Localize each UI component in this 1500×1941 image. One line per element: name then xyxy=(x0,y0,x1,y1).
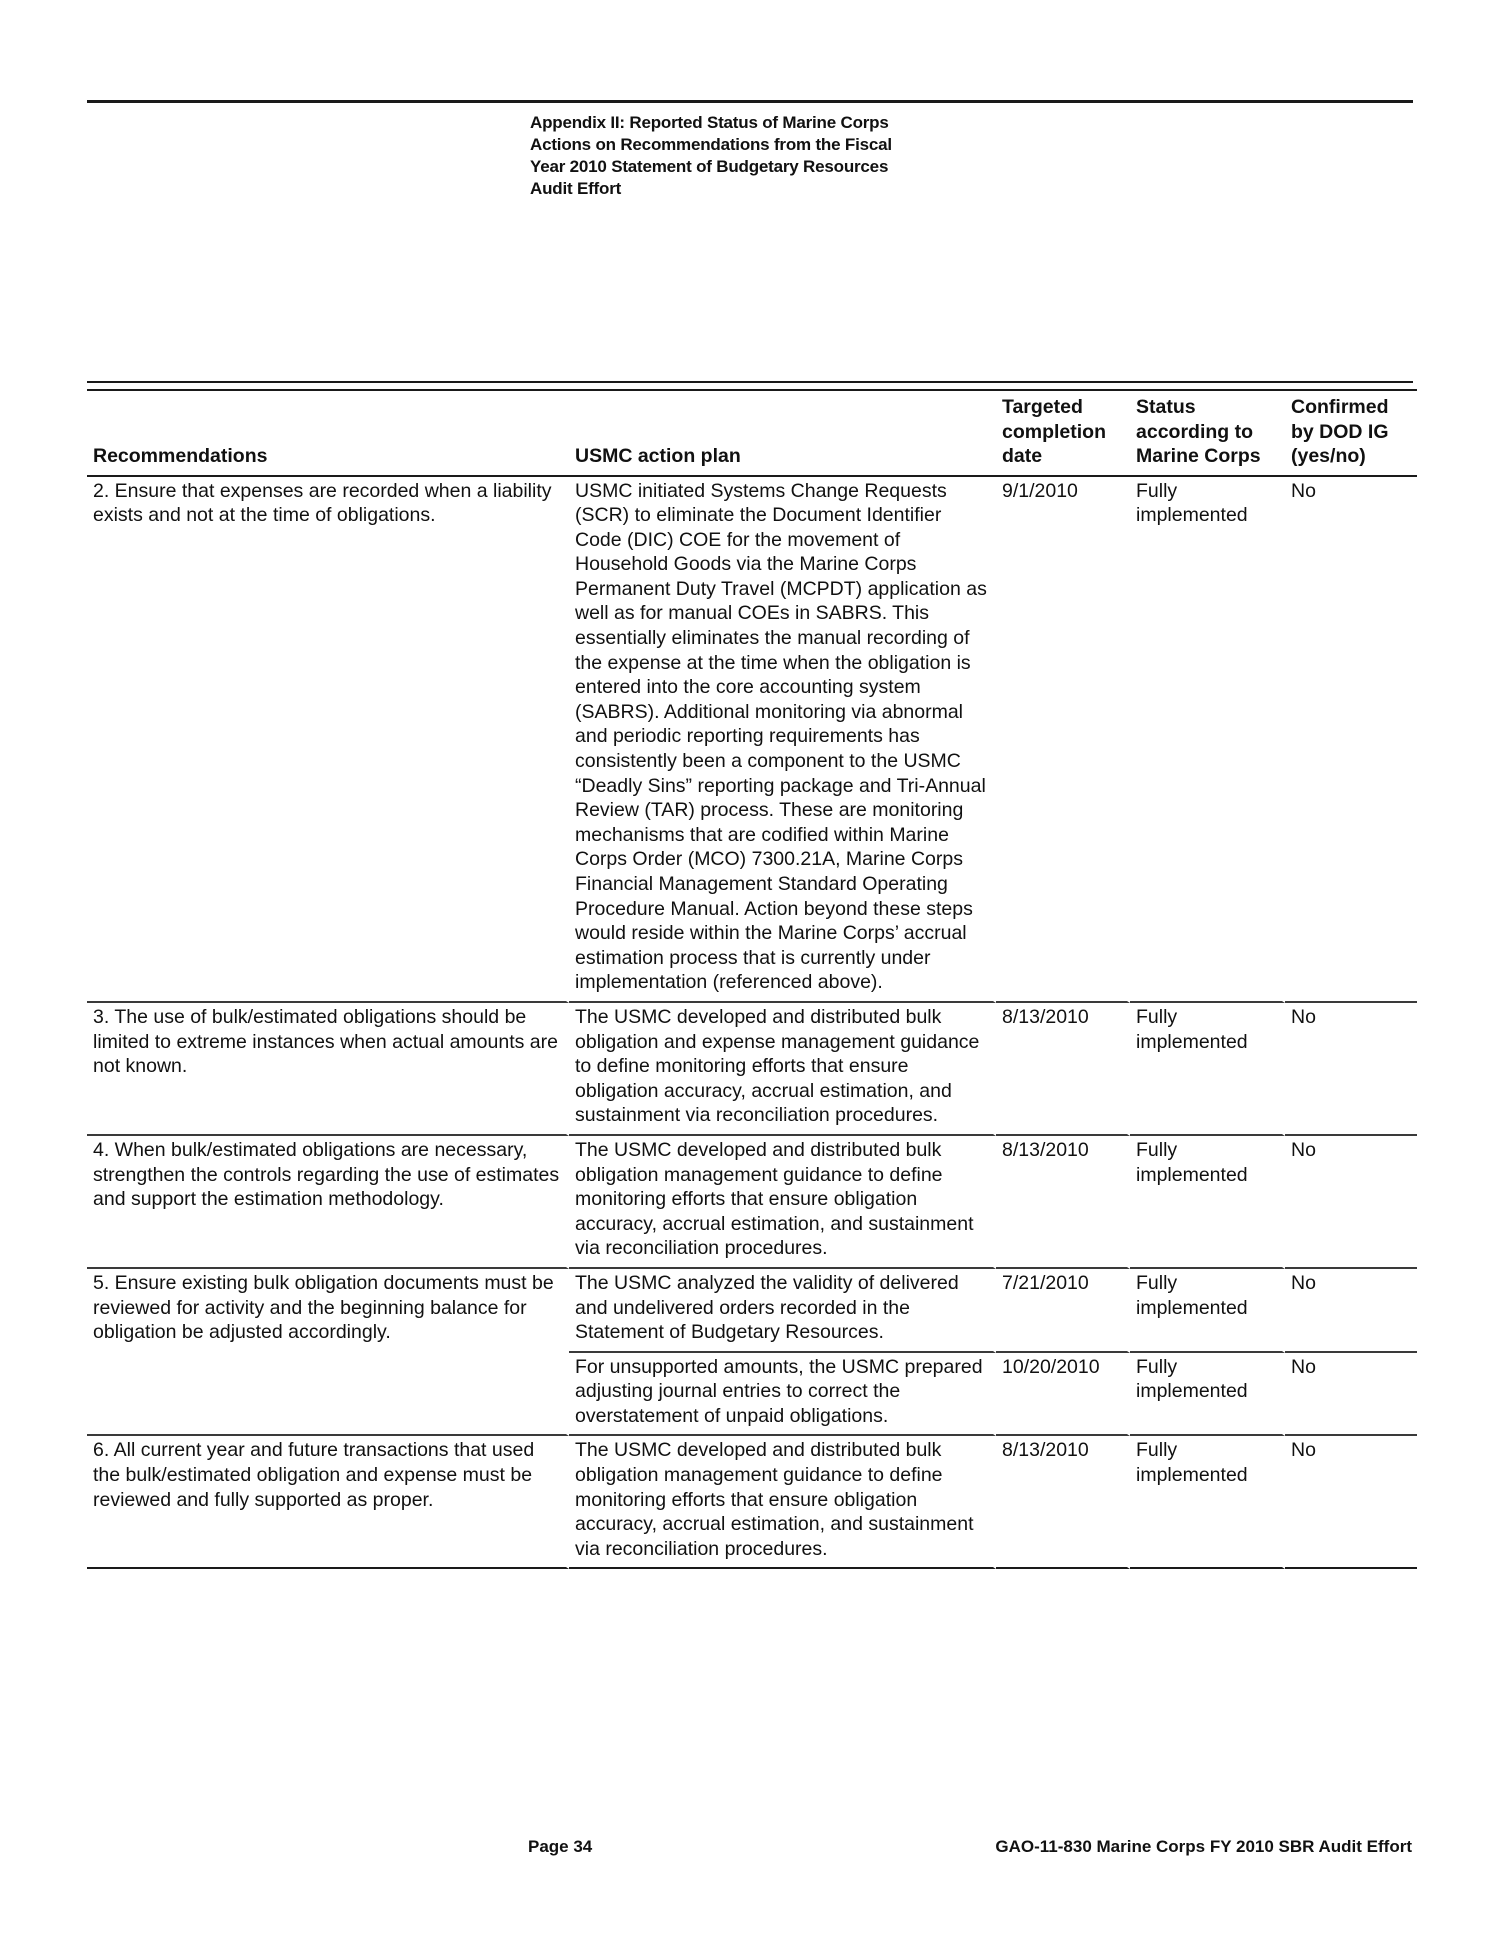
table-header-row xyxy=(87,389,1417,477)
confirmed-cell: No xyxy=(1285,1353,1417,1437)
appendix-title xyxy=(530,112,1010,200)
status-cell: Fully implemented xyxy=(1130,1353,1285,1437)
confirmed-cell: No xyxy=(1285,1136,1417,1269)
status-cell: Fully implemented xyxy=(1130,1003,1285,1136)
column-header-status: Status according to Marine Corps xyxy=(1130,389,1285,477)
action-plan-cell: The USMC developed and distributed bulk obligation and expense management guidance to define monitoring efforts that ensure obligation accuracy, accrual estimation, and sustainment via reconciliation procedures. xyxy=(569,1003,996,1136)
target-date-cell: 8/13/2010 xyxy=(996,1136,1130,1269)
action-plan-cell: For unsupported amounts, the USMC prepared adjusting journal entries to correct the overstatement of unpaid obligations. xyxy=(569,1353,996,1437)
column-header-action-plan: USMC action plan xyxy=(569,389,996,477)
status-cell: Fully implemented xyxy=(1130,1136,1285,1269)
status-cell: Fully implemented xyxy=(1130,477,1285,1003)
recommendation-cell xyxy=(87,1269,569,1437)
status-cell: Fully implemented xyxy=(1130,1269,1285,1353)
appendix-title-line: Appendix II: Reported Status of Marine Corps xyxy=(530,113,889,132)
appendix-title-line: Year 2010 Statement of Budgetary Resources xyxy=(530,157,889,176)
table-top-rule xyxy=(87,381,1413,383)
column-header-recommendations: Recommendations xyxy=(87,389,569,477)
target-date-cell: 8/13/2010 xyxy=(996,1003,1130,1136)
action-plan-cell: USMC initiated Systems Change Requests (SCR) to eliminate the Document Identifier Code (DIC) COE for the movement of Household Goods via the Marine Corps Permanent Duty Travel (MCPDT) application as well as for manual COEs in SABRS. This essentially eliminates the manual recording of the expense at the time when the obligation is entered into the core accounting system (SABRS). Additional monitoring via abnormal and periodic reporting requirements has consistently been a component to the USMC “Deadly Sins” reporting package and Tri-Annual Review (TAR) process. These are monitoring mechanisms that are codified within Marine Corps Order (MCO) 7300.21A, Marine Corps Financial Management Standard Operating Procedure Manual. Action beyond these steps would reside within the Marine Corps’ accrual estimation process that is currently under implementation (referenced above). xyxy=(569,477,996,1003)
confirmed-cell: No xyxy=(1285,477,1417,1003)
target-date-cell: 9/1/2010 xyxy=(996,477,1130,1003)
confirmed-cell: No xyxy=(1285,1269,1417,1353)
table-row xyxy=(87,1436,1417,1569)
recommendation-cell: 4. When bulk/estimated obligations are necessary, strengthen the controls regarding the use of estimates and support the estimation methodology. xyxy=(87,1136,569,1269)
target-date-cell: 10/20/2010 xyxy=(996,1353,1130,1437)
recommendation-cell: 2. Ensure that expenses are recorded when a liability exists and not at the time of obligations. xyxy=(87,477,569,1003)
action-plan-cell: The USMC analyzed the validity of delivered and undelivered orders recorded in the Statement of Budgetary Resources. xyxy=(569,1269,996,1353)
appendix-title-line: Actions on Recommendations from the Fiscal xyxy=(530,135,892,154)
appendix-title-line: Audit Effort xyxy=(530,179,622,198)
recommendations-table xyxy=(87,389,1417,1569)
recommendation-cell: 6. All current year and future transactions that used the bulk/estimated obligation and expense must be reviewed and fully supported as proper. xyxy=(87,1436,569,1569)
recommendation-text: 5. Ensure existing bulk obligation documents must be reviewed for activity and the beginning balance for obligation be adjusted accordingly. xyxy=(93,1271,554,1344)
table-row xyxy=(87,1003,1417,1136)
report-identifier: GAO-11-830 Marine Corps FY 2010 SBR Audit Effort xyxy=(995,1837,1412,1856)
table-row xyxy=(87,1269,1417,1353)
top-rule xyxy=(87,100,1413,103)
action-plan-cell: The USMC developed and distributed bulk obligation management guidance to define monitoring efforts that ensure obligation accuracy, accrual estimation, and sustainment via reconciliation procedures. xyxy=(569,1136,996,1269)
table-row xyxy=(87,1136,1417,1269)
table-row xyxy=(87,477,1417,1003)
confirmed-cell: No xyxy=(1285,1436,1417,1569)
action-plan-cell: The USMC developed and distributed bulk obligation management guidance to define monitoring efforts that ensure obligation accuracy, accrual estimation, and sustainment via reconciliation procedures. xyxy=(569,1436,996,1569)
target-date-cell: 8/13/2010 xyxy=(996,1436,1130,1569)
page-number: Page 34 xyxy=(528,1837,593,1856)
status-cell: Fully implemented xyxy=(1130,1436,1285,1569)
column-header-confirmed: Confirmed by DOD IG (yes/no) xyxy=(1285,389,1417,477)
confirmed-cell: No xyxy=(1285,1003,1417,1136)
target-date-cell: 7/21/2010 xyxy=(996,1269,1130,1353)
recommendation-cell: 3. The use of bulk/estimated obligations should be limited to extreme instances when actual amounts are not known. xyxy=(87,1003,569,1136)
column-header-target-date: Targeted completion date xyxy=(996,389,1130,477)
recommendations-table-container xyxy=(87,389,1417,1569)
